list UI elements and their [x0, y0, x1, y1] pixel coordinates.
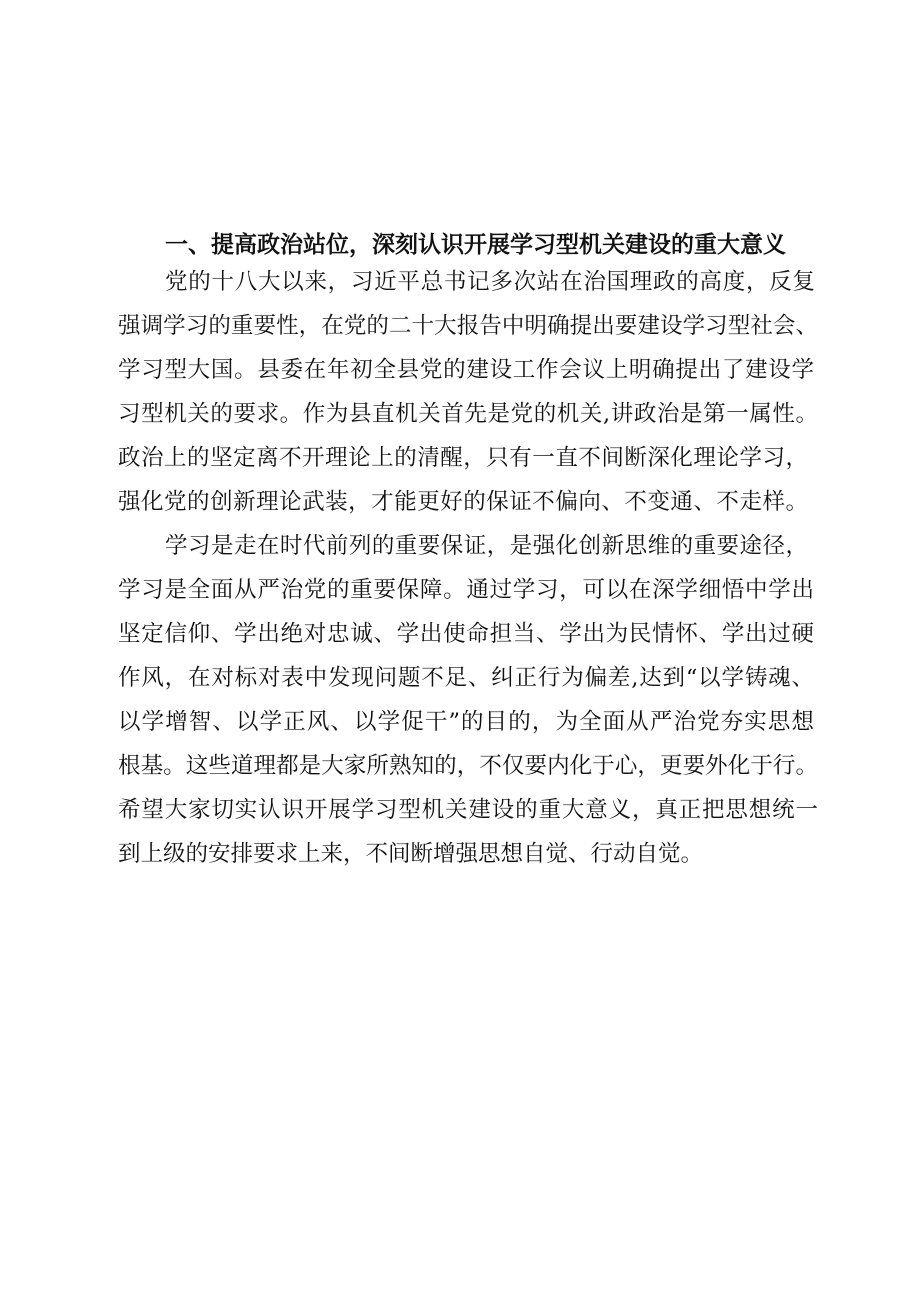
paragraph-2-line-4: 作风，在对标对表中发现问题不足、纠正行为偏差,达到“以学铸魂、	[118, 665, 814, 691]
paragraph-2-line-7: 希望大家切实认识开展学习型机关建设的重大意义，真正把思想统一	[118, 797, 818, 823]
paragraph-1-line-3: 学习型大国。县委在年初全县党的建设工作会议上明确提出了建设学	[118, 357, 814, 383]
paragraph-1-line-4: 习型机关的要求。作为县直机关首先是党的机关,讲政治是第一属性。	[118, 401, 818, 427]
paragraph-2-line-8: 到上级的安排要求上来，不间断增强思想自觉、行动自觉。	[118, 841, 704, 867]
paragraph-2-line-6: 根基。这些道理都是大家所熟知的，不仅要内化于心，更要外化于行。	[118, 753, 818, 779]
paragraph-1-line-2: 强调学习的重要性，在党的二十大报告中明确提出要建设学习型社会、	[118, 313, 818, 339]
paragraph-2-line-5: 以学增智、以学正风、以学促干”的目的，为全面从严治党夯实思想	[118, 709, 814, 735]
paragraph-1-line-1: 党的十八大以来，习近平总书记多次站在治国理政的高度，反复	[165, 269, 815, 295]
section-heading: 一、提高政治站位，深刻认识开展学习型机关建设的重大意义	[165, 231, 786, 258]
paragraph-1-line-5: 政治上的坚定离不开理论上的清醒，只有一直不间断深化理论学习，	[118, 445, 808, 471]
paragraph-2-line-1: 学习是走在时代前列的重要保证，是强化创新思维的重要途径，	[165, 533, 808, 559]
paragraph-2-line-3: 坚定信仰、学出绝对忠诚、学出使命担当、学出为民情怀、学出过硬	[118, 621, 814, 647]
paragraph-1-line-6: 强化党的创新理论武装，才能更好的保证不偏向、不变通、不走样。	[118, 489, 808, 515]
paragraph-2-line-2: 学习是全面从严治党的重要保障。通过学习，可以在深学细悟中学出	[118, 577, 814, 603]
